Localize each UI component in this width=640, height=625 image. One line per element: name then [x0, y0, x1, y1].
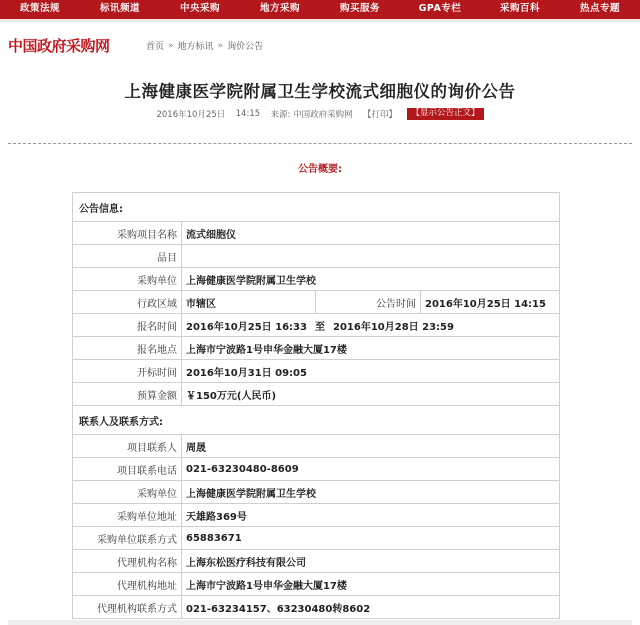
contact-section-title: 联系人及联系方式: — [73, 406, 560, 435]
table-row — [73, 527, 560, 550]
breadcrumb-current: 询价公告 — [227, 42, 264, 52]
table-row — [73, 193, 560, 222]
nav-item-hot-topics[interactable]: 热点专题 — [579, 3, 620, 14]
nav-item-local-procurement[interactable]: 地方采购 — [259, 3, 300, 14]
publish-date: 2016年10月25日 — [156, 110, 226, 120]
top-navigation — [0, 0, 640, 19]
registration-place-value: 上海市宁波路1号申华金融大厦17楼 — [182, 337, 560, 360]
table-row — [73, 268, 560, 291]
nav-item-policy[interactable]: 政策法规 — [19, 3, 60, 14]
agency-contact-label: 代理机构联系方式 — [73, 596, 182, 619]
table-row — [73, 504, 560, 527]
show-body-button[interactable] — [407, 108, 483, 120]
table-row — [73, 406, 560, 435]
nav-shadow — [0, 19, 640, 22]
region-value: 市辖区 — [182, 291, 316, 314]
bracket-close: 】 — [471, 108, 480, 118]
nav-item-central-procurement[interactable]: 中央采购 — [179, 3, 220, 14]
region-label: 行政区域 — [73, 291, 182, 314]
agency-address-label: 代理机构地址 — [73, 573, 182, 596]
agency-address-value: 上海市宁波路1号申华金融大厦17楼 — [182, 573, 560, 596]
table-row — [73, 245, 560, 268]
contact-purchaser-value: 上海健康医学院附属卫生学校 — [182, 481, 560, 504]
table-row — [73, 360, 560, 383]
nav-item-purchase-services[interactable]: 购买服务 — [339, 3, 380, 14]
nav-item-procurement-wiki[interactable]: 采购百科 — [499, 3, 540, 14]
table-row — [73, 314, 560, 337]
agency-name-label: 代理机构名称 — [73, 550, 182, 573]
page-bottom-bar — [8, 620, 632, 625]
site-logo[interactable]: 中国政府采购网 — [8, 37, 110, 55]
item-label: 品目 — [73, 245, 182, 268]
summary-heading: 公告概要: — [298, 164, 342, 175]
purchaser-contact-value: 65883671 — [182, 527, 560, 550]
budget-value: ￥150万元(人民币) — [182, 383, 560, 406]
registration-time-value — [182, 314, 560, 337]
breadcrumb — [146, 39, 263, 52]
contact-person-label: 项目联系人 — [73, 435, 182, 458]
registration-place-label: 报名地点 — [73, 337, 182, 360]
show-body-label: 显示公告正文 — [419, 108, 471, 118]
table-row — [73, 596, 560, 619]
budget-label: 预算金额 — [73, 383, 182, 406]
table-row — [73, 481, 560, 504]
nav-item-gpa-column[interactable]: GPA专栏 — [418, 3, 462, 14]
nav-item-bidding-channel[interactable]: 标讯频道 — [99, 3, 140, 14]
page-header — [0, 30, 640, 60]
breadcrumb-separator: » — [168, 40, 174, 51]
table-row — [73, 435, 560, 458]
purchaser-label: 采购单位 — [73, 268, 182, 291]
purchaser-value: 上海健康医学院附属卫生学校 — [182, 268, 560, 291]
publish-time-label: 公告时间 — [316, 291, 421, 314]
opening-time-value: 2016年10月31日 09:05 — [182, 360, 560, 383]
purchaser-address-value: 天雄路369号 — [182, 504, 560, 527]
contact-phone-value: 021-63230480-8609 — [182, 458, 560, 481]
breadcrumb-home[interactable]: 首页 — [146, 42, 165, 52]
registration-end: 2016年10月28日 23:59 — [332, 321, 454, 333]
page-title: 上海健康医学院附属卫生学校流式细胞仪的询价公告 — [124, 82, 516, 101]
info-section-title: 公告信息: — [73, 193, 560, 222]
agency-name-value: 上海东松医疗科技有限公司 — [182, 550, 560, 573]
agency-contact-value: 021-63234157、63230480转8602 — [182, 596, 560, 619]
breadcrumb-local-bidding[interactable]: 地方标讯 — [177, 42, 214, 52]
purchaser-address-label: 采购单位地址 — [73, 504, 182, 527]
print-link[interactable]: 【打印】 — [363, 110, 398, 120]
project-name-value: 流式细胞仪 — [182, 222, 560, 245]
table-row — [73, 337, 560, 360]
announcement-info-table — [72, 192, 560, 619]
dashed-divider — [8, 143, 632, 144]
registration-to: 至 — [314, 321, 325, 333]
article-meta — [0, 108, 640, 120]
purchaser-contact-label: 采购单位联系方式 — [73, 527, 182, 550]
source-label: 来源: — [270, 110, 291, 120]
table-row — [73, 573, 560, 596]
contact-phone-label: 项目联系电话 — [73, 458, 182, 481]
registration-start: 2016年10月25日 16:33 — [186, 321, 307, 333]
table-row — [73, 222, 560, 245]
project-name-label: 采购项目名称 — [73, 222, 182, 245]
bracket-open: 【 — [411, 108, 420, 118]
item-value — [182, 245, 560, 268]
publish-time-value: 2016年10月25日 14:15 — [421, 291, 560, 314]
contact-purchaser-label: 采购单位 — [73, 481, 182, 504]
contact-person-value: 周晟 — [182, 435, 560, 458]
publish-time: 14:15 — [235, 109, 261, 119]
table-row — [73, 383, 560, 406]
table-row — [73, 291, 560, 314]
opening-time-label: 开标时间 — [73, 360, 182, 383]
table-row — [73, 458, 560, 481]
source-name: 中国政府采购网 — [293, 110, 353, 120]
table-row — [73, 550, 560, 573]
breadcrumb-separator: » — [217, 40, 224, 51]
registration-time-label: 报名时间 — [73, 314, 182, 337]
